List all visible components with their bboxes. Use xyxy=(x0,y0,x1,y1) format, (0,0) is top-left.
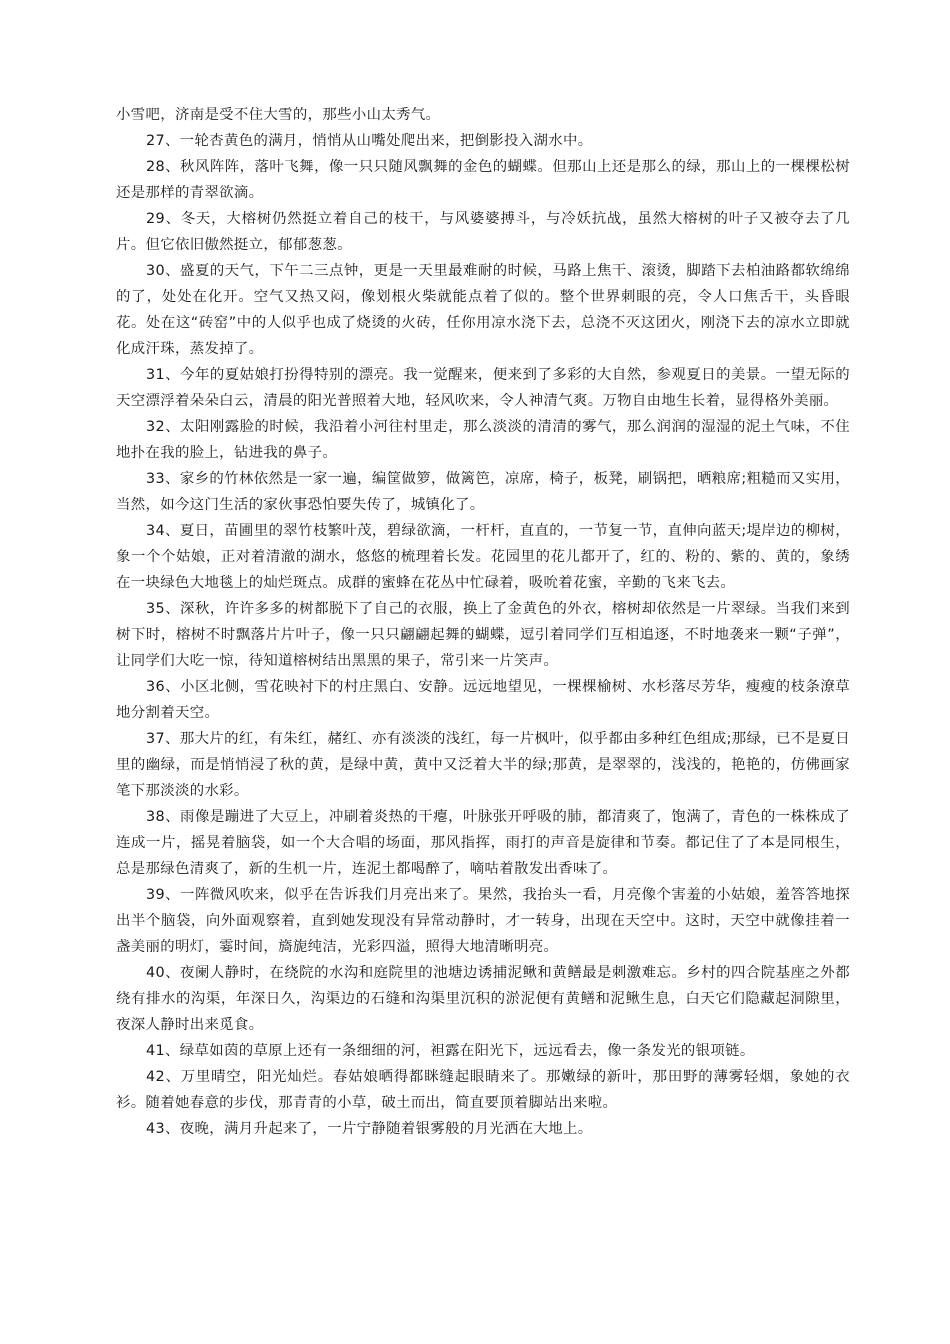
paragraph: 小雪吧，济南是受不住大雪的，那些小山太秀气。 xyxy=(116,107,441,123)
paragraph: 35、深秋，许许多多的树都脱下了自己的衣服，换上了金黄色的外衣，榕树却依然是一片翠绿。当我们来到树下时，榕树不时飘落片片叶子，像一只只翩翩起舞的蝴蝶，逗引着同学们互相追逐，不时地袭来一颗“子弹”，让同学们大吃一惊，待知道榕树结出黑黑的果子，常引来一片笑声。 xyxy=(116,601,850,669)
paragraph: 34、夏日，苗圃里的翠竹枝繁叶茂，碧绿欲滴，一杆杆，直直的，一节复一节，直伸向蓝天;堤岸边的柳树，象一个个姑娘，正对着清澈的湖水，悠悠的梳理着长发。花园里的花儿都开了，红的、粉的、紫的、黄的，象绣在一块绿色大地毯上的灿烂斑点。成群的蜜蜂在花丛中忙碌着，吸吮着花蜜，辛勤的飞来飞去。 xyxy=(116,523,850,591)
paragraph: 30、盛夏的天气，下午二三点钟，更是一天里最难耐的时候，马路上焦干、滚烫，脚踏下去柏油路都软绵绵的了，处处在化开。空气又热又闷，像划根火柴就能点着了似的。整个世界刺眼的亮，令人口焦舌干，头昏眼花。处在这“砖窑”中的人似乎也成了烧烫的火砖，任你用凉水浇下去，总浇不灭这团火，刚浇下去的凉水立即就化成汗珠，蒸发掉了。 xyxy=(116,263,850,357)
paragraph: 27、一轮杏黄色的满月，悄悄从山嘴处爬出来，把倒影投入湖水中。 xyxy=(146,133,593,149)
paragraph: 41、绿草如茵的草原上还有一条细细的河，袒露在阳光下，远远看去，像一条发光的银项链。 xyxy=(146,1043,755,1059)
paragraph: 39、一阵微风吹来，似乎在告诉我们月亮出来了。果然，我抬头一看，月亮像个害羞的小姑娘，羞答答地探出半个脑袋，向外面观察着，直到她发现没有异常动静时，才一转身，出现在天空中。这时，天空中就像挂着一盏美丽的明灯，霎时间，旖旎纯洁，光彩四溢，照得大地清晰明亮。 xyxy=(116,887,850,955)
paragraph: 32、太阳刚露脸的时候，我沿着小河往村里走，那么淡淡的清清的雾气，那么润润的湿湿的泥土气味，不住地扑在我的脸上，钻进我的鼻子。 xyxy=(116,419,850,461)
paragraph: 42、万里晴空，阳光灿烂。春姑娘晒得都眯缝起眼睛来了。那嫩绿的新叶，那田野的薄雾轻烟，象她的衣衫。随着她春意的步伐，那青青的小草，破土而出，简直要顶着脚站出来啦。 xyxy=(116,1069,850,1111)
paragraph: 43、夜晚，满月升起来了，一片宁静随着银雾般的月光洒在大地上。 xyxy=(146,1121,593,1137)
paragraph: 36、小区北侧，雪花映衬下的村庄黑白、安静。远远地望见，一棵棵榆树、水杉落尽芳华，瘦瘦的枝条潦草地分割着天空。 xyxy=(116,679,850,721)
paragraph: 31、今年的夏姑娘打扮得特别的漂亮。我一觉醒来，便来到了多彩的大自然，参观夏日的美景。一望无际的天空漂浮着朵朵白云，清晨的阳光普照着大地，轻风吹来，令人神清气爽。万物自由地生长着，显得格外美丽。 xyxy=(116,367,850,409)
paragraph: 37、那大片的红，有朱红，赭红、亦有淡淡的浅红，每一片枫叶，似乎都由多种红色组成;那绿，已不是夏日里的幽绿，而是悄悄浸了秋的黄，是绿中黄，黄中又泛着大半的绿;那黄，是翠翠的，浅浅的，艳艳的，仿佛画家笔下那淡淡的水彩。 xyxy=(116,731,850,799)
paragraph: 29、冬天，大榕树仍然挺立着自己的枝干，与风婆婆搏斗，与冷妖抗战，虽然大榕树的叶子又被夺去了几片。但它依旧傲然挺立，郁郁葱葱。 xyxy=(116,211,850,253)
paragraph: 40、夜阑人静时，在绕院的水沟和庭院里的池塘边诱捕泥鳅和黄鳝最是刺激难忘。乡村的四合院基座之外都绕有排水的沟渠，年深日久，沟渠边的石缝和沟渠里沉积的淤泥便有黄鳝和泥鳅生息，白天它们隐藏起洞隙里，夜深人静时出来觅食。 xyxy=(116,965,850,1033)
paragraph: 28、秋风阵阵，落叶飞舞，像一只只随风飘舞的金色的蝴蝶。但那山上还是那么的绿，那山上的一棵棵松树还是那样的青翠欲滴。 xyxy=(116,159,850,201)
document-page xyxy=(116,102,850,1142)
paragraph: 38、雨像是蹦进了大豆上，冲刷着炎热的干瘪，叶脉张开呼吸的肺，都清爽了，饱满了，青色的一株株成了连成一片，摇晃着脑袋，如一个大合唱的场面，那风指挥，雨打的声音是旋律和节奏。都记住了了本是同根生，总是那绿色清爽了，新的生机一片，连泥土都喝醉了，嘀咕着散发出香味了。 xyxy=(116,809,850,877)
paragraph: 33、家乡的竹林依然是一家一遍，编筐做箩，做篱笆，凉席，椅子，板凳，刷锅把，晒粮席;粗糙而又实用，当然，如今这门生活的家伙事恐怕要失传了，城镇化了。 xyxy=(116,471,850,513)
